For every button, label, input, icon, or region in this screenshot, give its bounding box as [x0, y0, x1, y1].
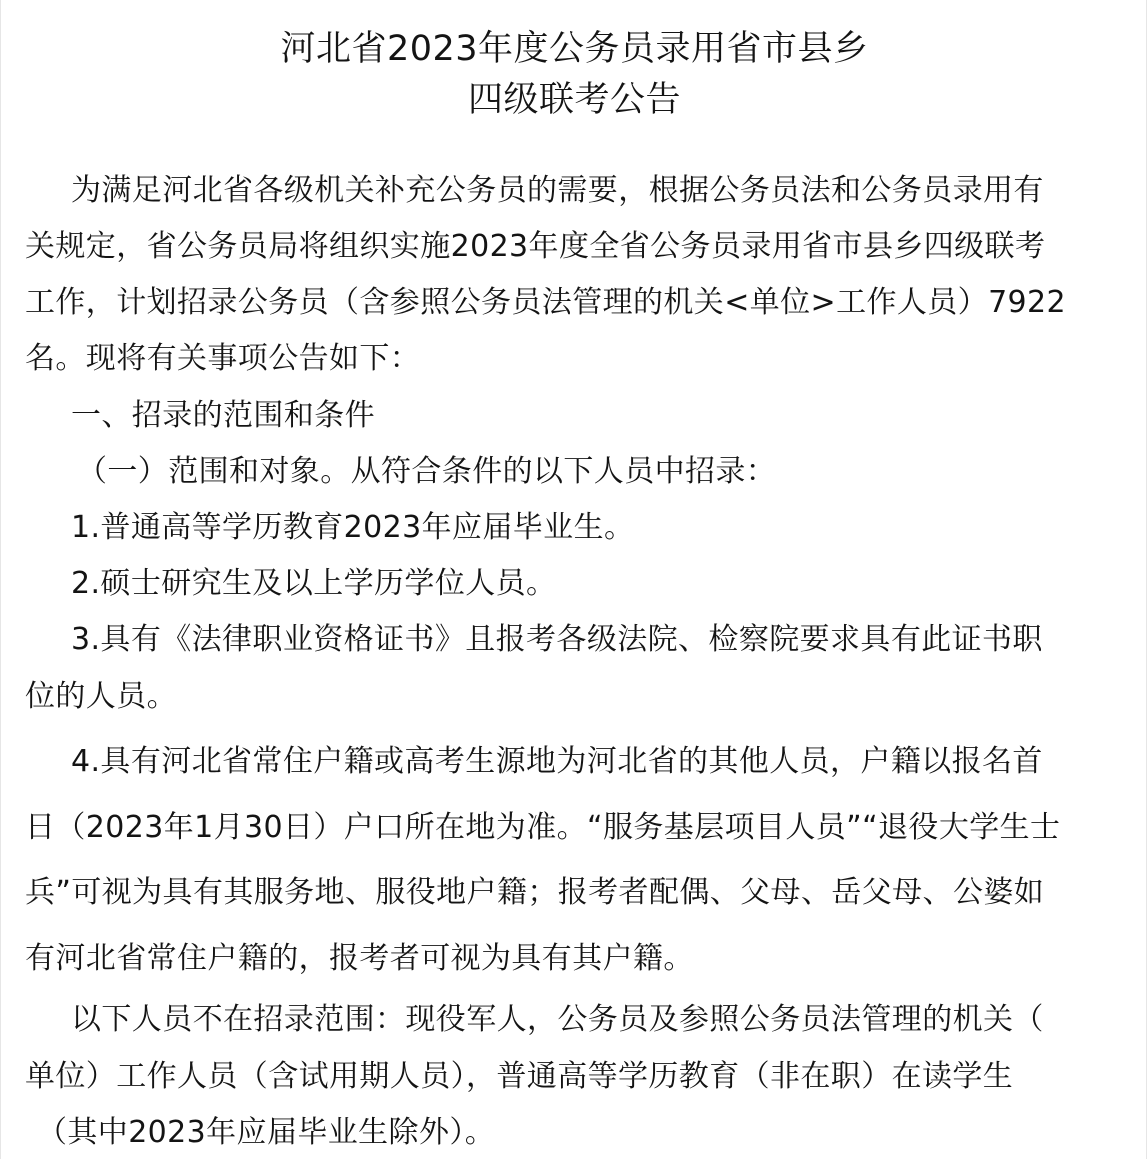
- body-line: 日（2023年1月30日）户口所在地为准。“服务基层项目人员”“退役大学生士: [25, 810, 1061, 845]
- list-item: 1.普通高等学历教育2023年应届毕业生。: [71, 510, 635, 545]
- body-line: 以下人员不在招录范围：现役军人，公务员及参照公务员法管理的机关（: [71, 1002, 1044, 1037]
- body-line: 工作，计划招录公务员（含参照公务员法管理的机关<单位>工作人员）7922: [25, 285, 1067, 320]
- body-line: 兵”可视为具有其服务地、服役地户籍；报考者配偶、父母、岳父母、公婆如: [25, 875, 1045, 910]
- body-line: 单位）工作人员（含试用期人员），普通高等学历教育（非在职）在读学生: [25, 1059, 1014, 1094]
- list-item: 2.硕士研究生及以上学历学位人员。: [71, 566, 557, 601]
- list-item: 4.具有河北省常住户籍或高考生源地为河北省的其他人员，户籍以报名首: [71, 744, 1043, 779]
- list-item: 3.具有《法律职业资格证书》且报考各级法院、检察院要求具有此证书职: [71, 622, 1043, 657]
- body-line: 关规定，省公务员局将组织实施2023年度全省公务员录用省市县乡四级联考: [25, 229, 1046, 264]
- document-title-line-2: 四级联考公告: [467, 80, 681, 120]
- subsection-heading: （一）范围和对象。从符合条件的以下人员中招录：: [77, 454, 777, 489]
- body-line: 位的人员。: [25, 679, 177, 714]
- body-line: 名。现将有关事项公告如下：: [25, 341, 421, 376]
- section-heading: 一、招录的范围和条件: [71, 398, 375, 433]
- body-line: （其中2023年应届毕业生除外）。: [37, 1115, 496, 1150]
- body-line: 为满足河北省各级机关补充公务员的需要，根据公务员法和公务员录用有: [71, 173, 1044, 208]
- document-title-line-1: 河北省2023年度公务员录用省市县乡: [280, 29, 869, 69]
- body-line: 有河北省常住户籍的，报考者可视为具有其户籍。: [25, 941, 694, 976]
